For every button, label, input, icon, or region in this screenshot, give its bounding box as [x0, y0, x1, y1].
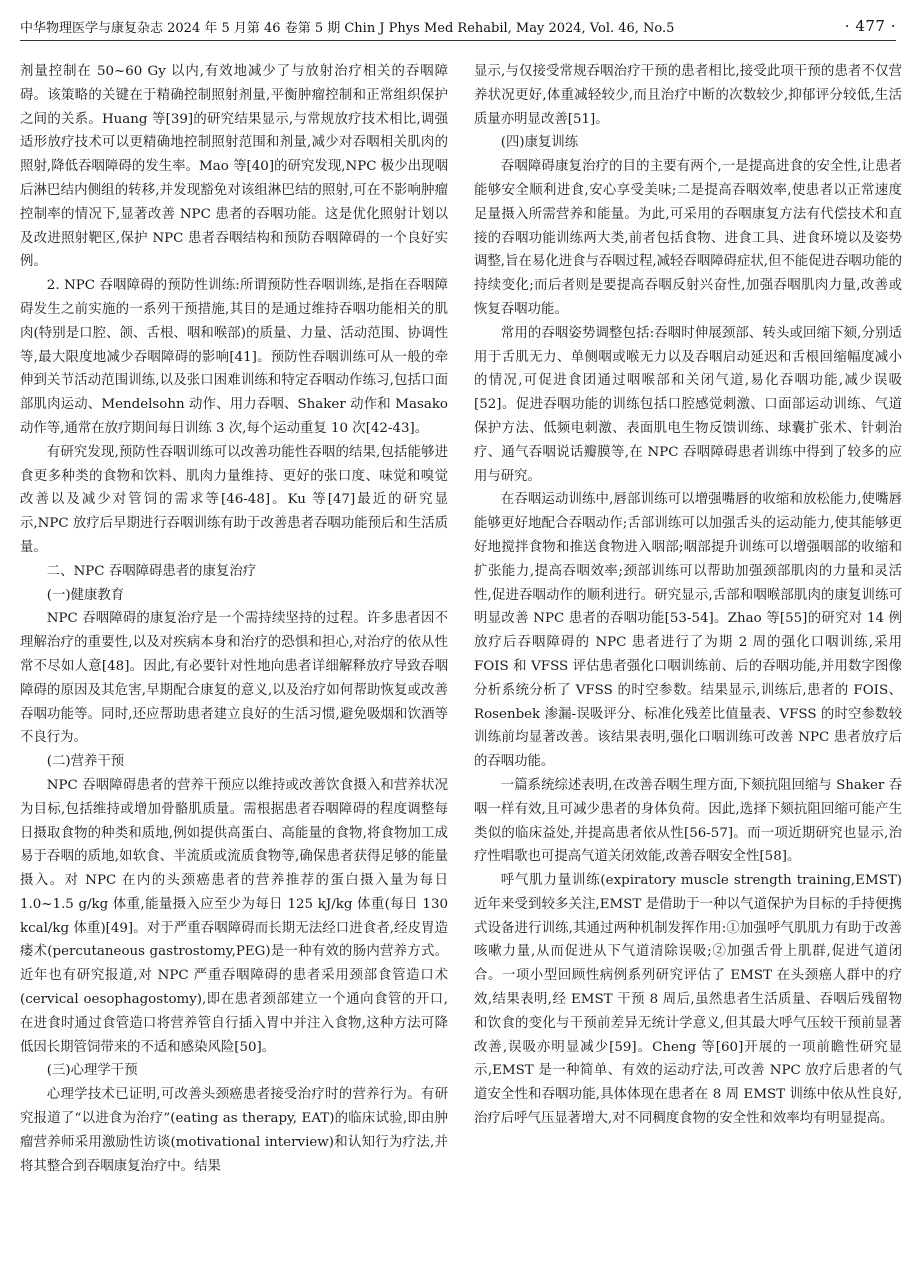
paragraph: 在吞咽运动训练中,唇部训练可以增强嘴唇的收缩和放松能力,使嘴唇能够更好地配合吞咽动作;舌部训练可以加强舌头的运动能力,使其能够更好地搅拌食物和推送食物进入咽部;咽部提升训练可以增强咽部的收缩和扩张能力,提高吞咽效率;颈部训练可以帮助加强颈部肌肉的力量和灵活性,促进吞咽动作的顺利进行。研究显示,舌部和咽喉部肌肉的康复训练可明显改善 NPC 患者的吞咽功能[53-54]。Zhao 等[55]的研究对 14 例放疗后吞咽障碍的 NPC 患者进行了为期 2 周的强化口咽训练,采用 FOIS 和 VFSS 评估患者强化口咽训练前、后的吞咽功能,并用数字图像分析系统分析了 VFSS 的时空参数。结果显示,训练后,患者的 FOIS、Rosenbek 渗漏-误吸评分、标准化残差比值量表、VFSS 的时空参数较训练前均显著改善。该结果表明,强化口咽训练可改善 NPC 患者放疗后的吞咽功能。 — [474, 492, 902, 770]
paragraph: 有研究发现,预防性吞咽训练可以改善功能性吞咽的结果,包括能够进食更多种类的食物和饮料、肌肉力量维持、更好的张口度、味觉和嗅觉改善以及减少对管饲的需求等[46-48]。Ku 等[47]最近的研究显示,NPC 放疗后早期进行吞咽训练有助于改善患者吞咽功能预后和生活质量。 — [20, 444, 448, 555]
paragraph: NPC 吞咽障碍的康复治疗是一个需持续坚持的过程。许多患者因不理解治疗的重要性,以及对疾病本身和治疗的恐惧和担心,对治疗的依从性常不尽如人意[48]。因此,有必要针对性地向患者详细解释放疗导致吞咽障碍的原因及其危害,早期配合康复的意义,以及治疗如何帮助恢复或改善吞咽功能等。同时,还应帮助患者建立良好的生活习惯,避免吸烟和饮酒等不良行为。 — [20, 611, 448, 746]
subsection-heading: (四)康复训练 — [500, 135, 579, 151]
subsection-heading: (二)营养干预 — [46, 754, 125, 770]
page-number: · 477 · — [844, 17, 896, 35]
left-column — [20, 60, 448, 1272]
paragraph: 一篇系统综述表明,在改善吞咽生理方面,下颏抗阻回缩与 Shaker 吞咽一样有效,且可减少患者的身体负荷。因此,选择下颏抗阻回缩可能产生类似的临床益处,并提高患者依从性[56-57]。而一项近期研究也显示,治疗性唱歌也可提高气道关闭效能,改善吞咽安全性[58]。 — [474, 777, 902, 865]
subsection-heading: (一)健康教育 — [46, 587, 125, 603]
paragraph: 显示,与仅接受常规吞咽治疗干预的患者相比,接受此项干预的患者不仅营养状况更好,体重减轻较少,而且治疗中断的次数较少,抑郁评分较低,生活质量亦明显改善[51]。 — [474, 64, 902, 127]
right-column — [474, 60, 902, 1272]
paragraph: 剂量控制在 50~60 Gy 以内,有效地减少了与放射治疗相关的吞咽障碍。该策略的关键在于精确控制照射剂量,平衡肿瘤控制和正常组织保护之间的关系。Huang 等[39]的研究结果显示,与常规放疗技术相比,调强适形放疗技术可以更精确地控制照射范围和剂量,减少对吞咽相关肌肉的照射,降低吞咽障碍的发生率。Mao 等[40]的研究发现,NPC 极少出现咽后淋巴结内侧组的转移,并发现豁免对该组淋巴结的照射,可在不影响肿瘤控制率的情况下,显著改善 NPC 患者的吞咽功能。这是优化照射计划以及改进照射靶区,保护 NPC 患者吞咽结构和预防吞咽障碍的一个良好实例。 — [20, 64, 448, 270]
journal-citation: 中华物理医学与康复杂志 2024 年 5 月第 46 卷第 5 期 Chin J Phys Med Rehabil, May 2024, Vol. 46, No.5 — [20, 20, 675, 36]
running-header — [20, 14, 896, 38]
paragraph: 呼气肌力量训练(expiratory muscle strength training,EMST)近年来受到较多关注,EMST 是借助于一种以气道保护为目标的手持便携式设备进行训练,其通过两种机制发挥作用:①加强呼气肌肌力有助于改善咳嗽力量,从而促进从下气道清除误吸;②加强舌骨上肌群,促进气道闭合。一项小型回顾性病例系列研究评估了 EMST 在头颈癌人群中的疗效,结果表明,经 EMST 干预 8 周后,虽然患者生活质量、吞咽后残留物和饮食的变化与干预前差异无统计学意义,但其最大呼气压较干预前显著改善,误吸亦明显减少[59]。Cheng 等[60]开展的一项前瞻性研究显示,EMST 是一种简单、有效的运动疗法,可改善 NPC 放疗后患者的气道安全性和吞咽功能,具体体现在患者在 8 周 EMST 训练中依从性良好,治疗后呼气压显著增大,对不同稠度食物的安全性和效率均有明显提高。 — [474, 873, 902, 1127]
paragraph: 心理学技术已证明,可改善头颈癌患者接受治疗时的营养行为。有研究报道了“以进食为治疗”(eating as therapy, EAT)的临床试验,即由肿瘤营养师采用激励性访谈(motivational interview)和认知行为疗法,并将其整合到吞咽康复治疗中。结果 — [20, 1087, 448, 1174]
subsection-heading: (三)心理学干预 — [46, 1063, 138, 1079]
paragraph: 2. NPC 吞咽障碍的预防性训练:所谓预防性吞咽训练,是指在吞咽障碍发生之前实施的一系列干预措施,其目的是通过维持吞咽功能相关的肌肉(特别是口腔、颌、舌根、咽和喉部)的质量、力量、活动范围、协调性等,最大限度地减少吞咽障碍的影响[41]。预防性吞咽训练可从一般的牵伸到关节活动范围训练,以及张口困难训练和特定吞咽动作练习,包括口面部肌肉运动、Mendelsohn 动作、用力吞咽、Shaker 动作和 Masako 动作等,通常在放疗期间每日训练 3 次,每个运动重复 10 次[42-43]。 — [20, 278, 448, 436]
paragraph: 常用的吞咽姿势调整包括:吞咽时伸展颈部、转头或回缩下颏,分别适用于舌肌无力、单侧咽或喉无力以及吞咽启动延迟和舌根回缩幅度减小的情况,可促进食团通过咽喉部和关闭气道,易化吞咽功能,减少误吸[52]。促进吞咽功能的训练包括口腔感觉刺激、口面部运动训练、气道保护方法、低频电刺激、表面肌电生物反馈训练、球囊扩张术、针刺治疗、通气吞咽说话瓣膜等,在 NPC 吞咽障碍患者训练中得到了较多的应用与研究。 — [474, 325, 902, 484]
header-rule — [20, 40, 896, 41]
paragraph: NPC 吞咽障碍患者的营养干预应以维持或改善饮食摄入和营养状况为目标,包括维持或增加骨骼肌质量。需根据患者吞咽障碍的程度调整每日摄取食物的种类和质地,例如提供高蛋白、高能量的食物,将食物加工成易于吞咽的质地,如软食、半流质或流质食物等,确保患者获得足够的能量摄入。对 NPC 在内的头颈癌患者的营养推荐的蛋白摄入量为每日 1.0~1.5 g/kg 体重,能量摄入应至少为每日 125 kJ/kg 体重(每日 130 kcal/kg 体重)[49]。对于严重吞咽障碍而长期无法经口进食者,经皮胃造瘘术(percutaneous gastrostomy,PEG)是一种有效的肠内营养方式。近年也有研究报道,对 NPC 严重吞咽障碍的患者采用颈部食管造口术(cervical oesophagostomy),即在患者颈部建立一个通向食管的开口,在进食时通过食管造口将营养管自行插入胃中并注入食物,这种方法可降低因长期管饲带来的不适和感染风险[50]。 — [20, 777, 448, 1055]
paragraph: 吞咽障碍康复治疗的目的主要有两个,一是提高进食的安全性,让患者能够安全顺利进食,安心享受美味;二是提高吞咽效率,使患者以正常速度足量摄入所需营养和能量。为此,可采用的吞咽康复方法有代偿技术和直接的吞咽功能训练两大类,前者包括食物、进食工具、进食环境以及姿势调整,旨在易化进食与吞咽过程,减轻吞咽障碍症状,但不能促进吞咽功能的持续变化;而后者则是要提高吞咽反射兴奋性,加强吞咽肌肉力量,改善或恢复吞咽功能。 — [474, 159, 902, 317]
section-heading: 二、NPC 吞咽障碍患者的康复治疗 — [46, 563, 257, 579]
